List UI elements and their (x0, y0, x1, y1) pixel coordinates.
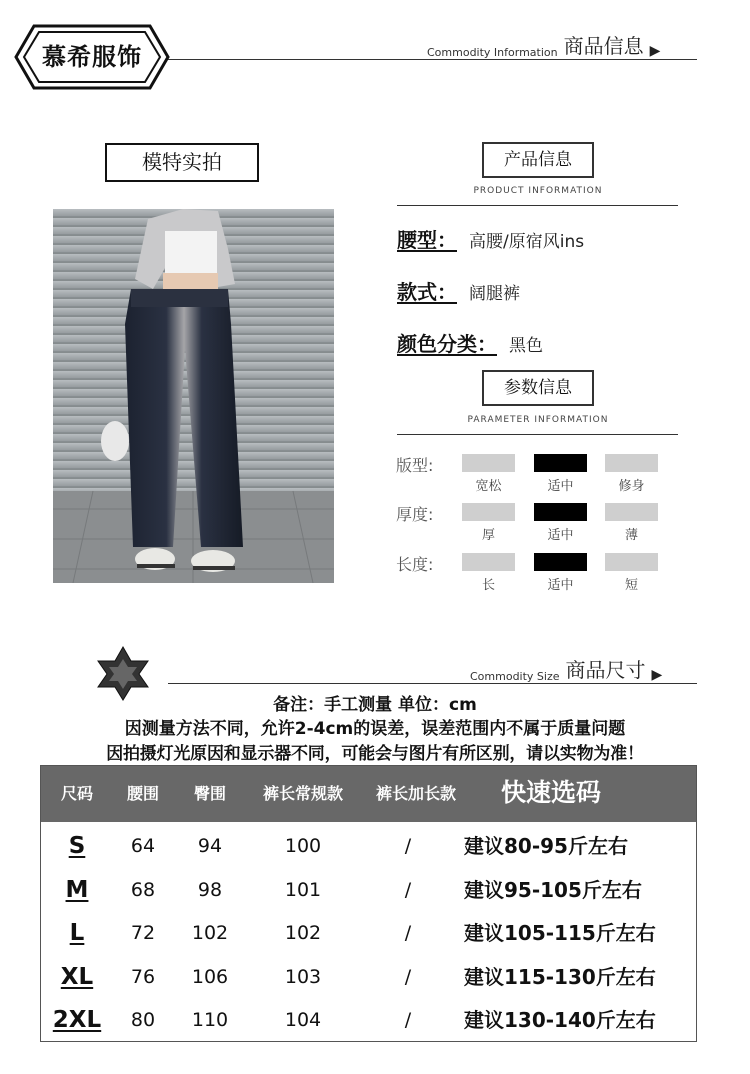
cell-hip: 102 (191, 922, 229, 944)
parameter-option: 短 (624, 578, 638, 593)
header-size: 尺码 (60, 784, 93, 803)
parameter-box (462, 553, 515, 571)
commodity-size-zh: 商品尺寸 (565, 658, 646, 682)
note-measurement: 备注：手工测量 单位：cm (273, 695, 477, 715)
cell-length-long: / (404, 1009, 412, 1031)
spec-row-color (397, 328, 543, 357)
spec-value-style: 阔腿裤 (469, 284, 520, 304)
parameter-option: 薄 (624, 528, 638, 543)
header-hip: 臀围 (193, 784, 226, 803)
commodity-size-en: Commodity Size (470, 670, 560, 683)
header-length-long: 裤长加长款 (375, 784, 456, 803)
cell-recommendation: 建议105-115斤左右 (464, 921, 656, 945)
product-info-title: 产品信息 (482, 142, 594, 178)
cell-waist: 76 (130, 965, 156, 988)
model-photo (53, 209, 334, 583)
header-quick-select: 快速选码 (500, 778, 601, 807)
cell-recommendation: 建议95-105斤左右 (464, 877, 642, 902)
spec-row-waist (397, 224, 584, 253)
product-info-rule (397, 205, 678, 206)
cell-size: 2XL (52, 1007, 102, 1033)
note-tolerance: 因测量方法不同，允许2-4cm的误差，误差范围内不属于质量问题 (124, 719, 626, 739)
parameter-box-selected (534, 503, 587, 521)
table-row (41, 824, 696, 868)
table-row (41, 955, 696, 999)
cell-length-regular: 101 (284, 878, 322, 901)
parameter-box-selected (534, 553, 587, 571)
parameter-option: 厚 (481, 528, 495, 543)
cell-waist: 64 (130, 835, 156, 857)
parameter-option: 长 (481, 578, 495, 593)
header-length-regular: 裤长常规款 (262, 784, 343, 803)
cell-recommendation: 建议80-95斤左右 (464, 834, 628, 858)
spec-key-waist: 腰型： (397, 228, 457, 252)
cell-length-regular: 100 (284, 835, 322, 857)
parameter-label: 厚度: (396, 505, 434, 524)
parameter-option: 适中 (547, 528, 574, 543)
cell-length-regular: 104 (284, 1009, 322, 1031)
spec-value-waist: 高腰/原宿风ins (469, 232, 585, 252)
spec-value-color: 黑色 (509, 336, 543, 356)
parameter-option: 宽松 (475, 479, 502, 494)
commodity-info-zh: 商品信息 (563, 34, 644, 58)
cell-length-regular: 103 (284, 965, 322, 988)
header-waist: 腰围 (126, 784, 159, 803)
parameter-box (605, 503, 658, 521)
commodity-info-en: Commodity Information (427, 46, 558, 59)
cell-waist: 72 (130, 922, 156, 944)
arrow-right-icon: ▶ (649, 43, 661, 59)
parameter-info-subtitle: PARAMETER INFORMATION (467, 415, 609, 425)
size-table (40, 765, 697, 1042)
parameter-info-rule (397, 434, 678, 435)
size-table-header (41, 766, 696, 822)
cell-length-long: / (404, 965, 412, 988)
table-row (41, 998, 696, 1042)
cell-hip: 98 (197, 878, 223, 901)
note-color-difference: 因拍摄灯光原因和显示器不同，可能会与图片有所区别，请以实物为准！ (106, 744, 644, 764)
parameter-option: 适中 (547, 479, 574, 494)
commodity-size-header (470, 654, 710, 683)
cell-recommendation: 建议130-140斤左右 (464, 1008, 656, 1032)
cell-size: M (65, 876, 89, 903)
model-photo-image (53, 209, 334, 583)
cell-size: XL (60, 963, 94, 990)
arrow-right-icon: ▶ (651, 667, 663, 683)
spec-key-color: 颜色分类： (397, 332, 497, 356)
commodity-info-rule (168, 59, 697, 60)
cell-waist: 80 (130, 1009, 156, 1031)
parameter-box (605, 553, 658, 571)
model-photo-label: 模特实拍 (105, 143, 259, 182)
parameter-info-title: 参数信息 (482, 370, 594, 406)
cell-hip: 110 (191, 1009, 229, 1031)
commodity-info-header (427, 30, 707, 59)
parameter-box-selected (534, 454, 587, 472)
cell-size: S (68, 833, 86, 859)
product-info-subtitle: PRODUCT INFORMATION (473, 186, 603, 196)
commodity-size-rule (168, 683, 697, 684)
brand-name: 慕希服饰 (42, 43, 142, 71)
parameter-box (462, 503, 515, 521)
cell-recommendation: 建议115-130斤左右 (464, 964, 656, 989)
cell-size: L (69, 920, 85, 946)
cell-hip: 94 (197, 835, 223, 857)
cell-length-long: / (404, 922, 412, 944)
parameter-label: 长度: (396, 555, 434, 574)
parameter-option: 适中 (547, 578, 574, 593)
cell-hip: 106 (191, 965, 229, 988)
cell-length-long: / (404, 878, 412, 901)
table-row (41, 911, 696, 955)
parameter-box (462, 454, 515, 472)
cell-waist: 68 (130, 878, 156, 901)
spec-row-style (397, 276, 520, 305)
spec-key-style: 款式： (397, 280, 457, 304)
cell-length-regular: 102 (284, 922, 322, 944)
table-row (41, 868, 696, 912)
cell-length-long: / (404, 835, 412, 857)
parameter-box (605, 454, 658, 472)
parameter-option: 修身 (618, 479, 645, 494)
parameter-label: 版型: (396, 456, 434, 475)
brand-badge (14, 24, 170, 90)
